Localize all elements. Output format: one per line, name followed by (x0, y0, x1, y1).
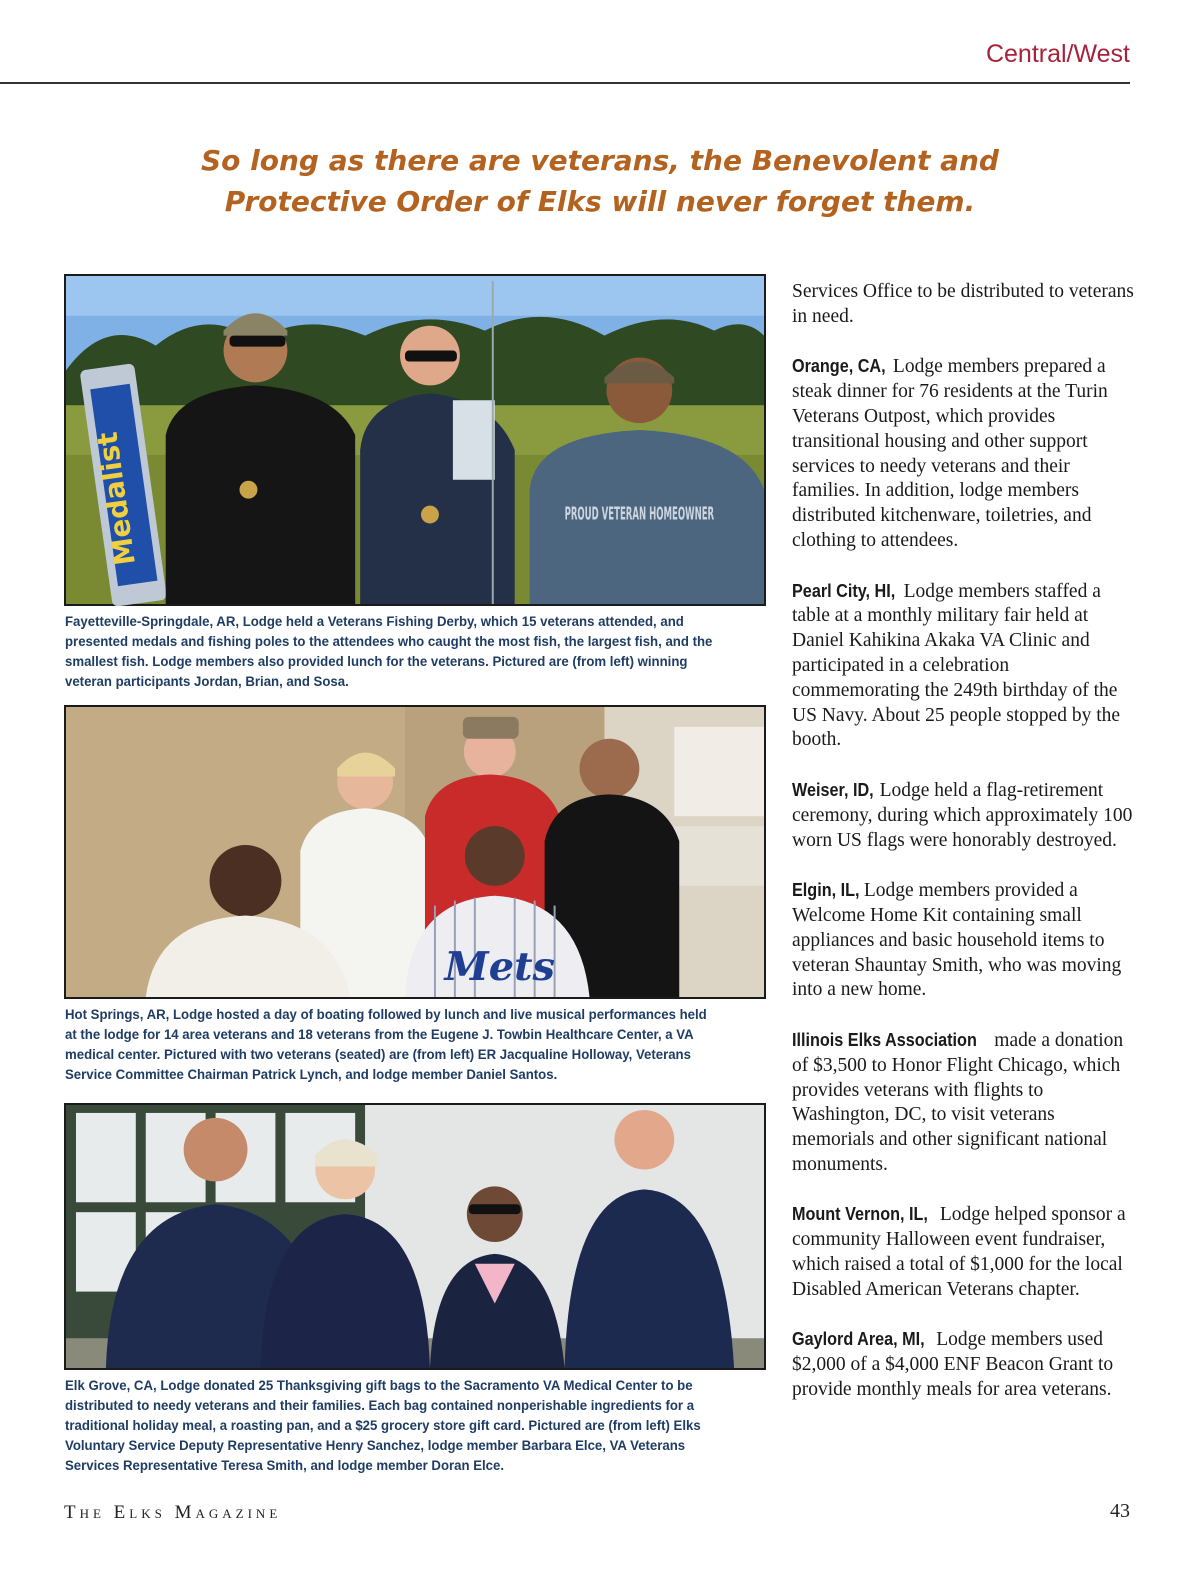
photo-elk-grove (64, 1103, 766, 1370)
caption-elk-grove (65, 1376, 716, 1476)
news-item-text: Lodge members staffed a table at a monthly military fair held at Daniel Kahikina Akaka VA Clinic and participated in a celebration commemorating the 249th birthday of the US Navy. About 25 people stopped by the booth. (792, 580, 1121, 751)
caption-text: Lodge donated 25 Thanksgiving gift bags to the Sacramento VA Medical Center to be distributed to needy veterans and their families. Each bag contained nonperishable ingredients for a traditional holiday meal, a roasting pan, and a $25 grocery store gift card. Pictured are (from left) Elks Voluntary Service Deputy Representative Henry Sanchez, lodge member Barbara Elce, VA Veterans Services Representative Teresa Smith, and lodge member Doran Elce. (65, 1378, 701, 1474)
news-item (792, 280, 1137, 330)
pull-quote-line-2: Protective Order of Elks will never forget them. (224, 185, 976, 218)
pull-quote-line-1: So long as there are veterans, the Benevolent and (201, 144, 999, 177)
header-rule (0, 82, 1130, 84)
news-item (792, 1202, 1137, 1302)
news-item (792, 1327, 1137, 1402)
news-item-lead: Elgin, IL, (792, 880, 860, 901)
caption-hot-springs (65, 1005, 716, 1085)
news-item-text: Lodge held a flag-retirement ceremony, during which approximately 100 worn US flags were honorably destroyed. (792, 779, 1133, 851)
magazine-title: The Elks Magazine (64, 1502, 282, 1523)
hot-springs-image (66, 707, 764, 997)
news-item-lead: Pearl City, HI, (792, 580, 896, 601)
news-item (792, 778, 1137, 853)
caption-fishing-derby (65, 612, 716, 692)
section-label: Central/West (985, 40, 1130, 68)
jersey-text: Mets (444, 944, 555, 991)
elk-grove-image (66, 1105, 764, 1368)
pull-quote (150, 140, 1050, 222)
news-item (792, 579, 1137, 754)
news-item-lead: Weiser, ID, (792, 779, 874, 800)
news-item-lead: Illinois Elks Association (792, 1029, 977, 1050)
fishing-derby-image (66, 276, 764, 604)
news-item-text: Lodge members used $2,000 of a $4,000 ENF Beacon Grant to provide monthly meals for area veterans. (792, 1329, 1114, 1401)
caption-text: Lodge hosted a day of boating followed by lunch and live musical performances held at the lodge for 14 area veterans and 18 veterans from the Eugene J. Towbin Healthcare Center, a VA medical center. Pictured with two veterans (seated) are (from left) ER Jacqualine Holloway, Veterans Service Committee Chairman Patrick Lynch, and lodge member Daniel Santos. (65, 1007, 707, 1083)
news-item (792, 878, 1137, 1003)
news-item-lead: Gaylord Area, MI, (792, 1329, 925, 1350)
news-item (792, 1028, 1137, 1178)
shirt-text: PROUD VETERAN HOMEOWNER (564, 503, 715, 525)
news-item-text: Lodge members prepared a steak dinner for 76 residents at the Turin Veterans Outpost, which provides transitional housing and other support services to needy veterans and their families. In addition, lodge members distributed kitchenware, toiletries, and clothing to attendees. (792, 356, 1108, 551)
news-item-lead: Mount Vernon, IL, (792, 1204, 928, 1225)
news-item (792, 354, 1137, 553)
news-column (792, 280, 1137, 1428)
news-item-text: Lodge helped sponsor a community Halloween event fundraiser, which raised a total of $1,000 for the local Disabled American Veterans chapter. (792, 1204, 1126, 1300)
photo-hot-springs (64, 705, 766, 999)
news-item-text: Lodge members provided a Welcome Home Kit containing small appliances and basic household items to veteran Shauntay Smith, who was moving into a new home. (792, 880, 1122, 1001)
caption-lead: Fayetteville-Springdale, AR, (65, 614, 240, 630)
caption-lead: Elk Grove, CA, (65, 1378, 157, 1394)
caption-text: Lodge held a Veterans Fishing Derby, which 15 veterans attended, and presented medals and fishing poles to the attendees who caught the most fish, the largest fish, and the smallest fish. Lodge members also provided lunch for the veterans. Pictured are (from left) winning veteran participants Jordan, Brian, and Sosa. (65, 614, 713, 690)
page-number: 43 (1110, 1500, 1130, 1522)
caption-lead: Hot Springs, AR, (65, 1007, 170, 1023)
news-item-text: Services Office to be distributed to veterans in need. (792, 281, 1134, 327)
photo-fishing-derby (64, 274, 766, 606)
news-item-lead: Orange, CA, (792, 356, 886, 377)
trophy-text: Medalist (90, 429, 142, 568)
news-item-text: made a donation of $3,500 to Honor Flight Chicago, which provides veterans with flights to Washington, DC, to visit veterans memorials and other significant national monuments. (792, 1029, 1124, 1175)
